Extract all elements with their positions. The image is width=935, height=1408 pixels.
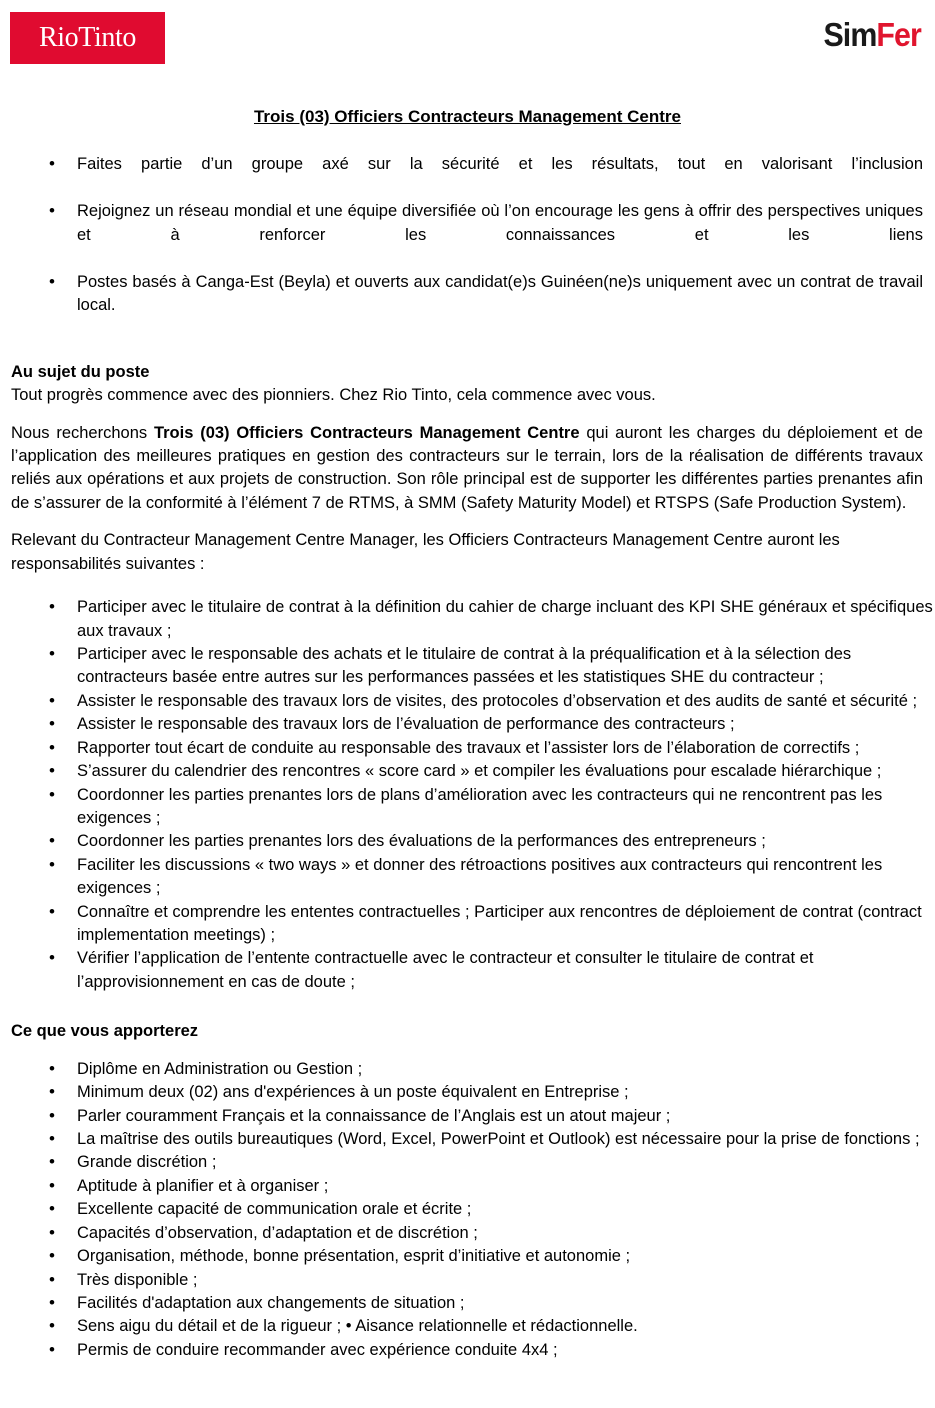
rio-tinto-logo-text: RioTinto xyxy=(39,22,136,53)
about-paragraph-role: Trois (03) Officiers Contracteurs Management Centre xyxy=(153,423,580,442)
list-item: • Faciliter les discussions « two ways » et donner des rétroactions positives aux contracteurs qui rencontrent les exigences ; xyxy=(0,854,935,901)
about-paragraph-lead: Nous recherchons xyxy=(11,423,154,442)
spacer xyxy=(0,1044,935,1058)
reporting-paragraph: Relevant du Contracteur Management Centre Manager, les Officiers Contracteurs Management Centre auront les responsabilités suivantes : xyxy=(11,531,840,573)
list-item: • Assister le responsable des travaux lors de visites, des protocoles d’observation et des audits de santé et sécurité ; xyxy=(0,690,935,713)
list-item: • Facilités d'adaptation aux changements de situation ; xyxy=(0,1292,935,1315)
list-item: • Rejoignez un réseau mondial et une équipe diversifiée où l’on encourage les gens à offrir des perspectives uniques et à renforcer les connaissances et les liens xyxy=(0,200,935,270)
spacer xyxy=(0,576,935,596)
list-item: • Rapporter tout écart de conduite au responsable des travaux et l’assister lors de l’élaboration de correctifs ; xyxy=(0,737,935,760)
qualifications-list xyxy=(0,1058,935,1362)
spacer xyxy=(11,515,923,529)
list-item: • Diplôme en Administration ou Gestion ; xyxy=(0,1058,935,1081)
list-item: • La maîtrise des outils bureautiques (Word, Excel, PowerPoint et Outlook) est nécessaire pour la prise de fonctions ; xyxy=(0,1128,935,1151)
about-heading: Au sujet du poste xyxy=(11,362,150,381)
qualifications-heading: Ce que vous apporterez xyxy=(11,1022,199,1041)
list-item: • Parler couramment Français et la connaissance de l’Anglais est un atout majeur ; xyxy=(0,1105,935,1128)
list-item: • Minimum deux (02) ans d'expériences à un poste équivalent en Entreprise ; xyxy=(0,1081,935,1104)
list-item: • Aptitude à planifier et à organiser ; xyxy=(0,1175,935,1198)
spacer xyxy=(0,341,935,361)
list-item: • Participer avec le responsable des achats et le titulaire de contrat à la préqualification et à la sélection des contracteurs basée entre autres sur les performances passées et les statistiques SHE du contracteur ; xyxy=(0,643,935,690)
list-item: • Vérifier l’application de l’entente contractuelle avec le contracteur et consulter le titulaire de contrat et l’approvisionnement en cas de doute ; xyxy=(0,947,935,994)
list-item: • Faites partie d’un groupe axé sur la sécurité et les résultats, tout en valorisant l’inclusion xyxy=(0,153,935,200)
list-item: • S’assurer du calendrier des rencontres « score card » et compiler les évaluations pour escalade hiérarchique ; xyxy=(0,760,935,783)
rio-tinto-logo xyxy=(10,12,165,64)
simfer-logo-text-fer: Fer xyxy=(876,16,921,53)
list-item: • Postes basés à Canga-Est (Beyla) et ouverts aux candidat(e)s Guinéen(ne)s uniquement avec un contrat de travail local. xyxy=(0,271,935,341)
list-item: • Sens aigu du détail et de la rigueur ; • Aisance relationnelle et rédactionnelle. xyxy=(0,1315,935,1338)
list-item: • Coordonner les parties prenantes lors des évaluations de la performances des entrepreneurs ; xyxy=(0,830,935,853)
intro-bullet-list xyxy=(0,153,935,340)
spacer xyxy=(0,994,935,1020)
list-item: • Coordonner les parties prenantes lors de plans d’amélioration avec les contracteurs qui ne rencontrent pas les exigences ; xyxy=(0,784,935,831)
list-item: • Capacités d’observation, d’adaptation et de discrétion ; xyxy=(0,1222,935,1245)
list-item: • Grande discrétion ; xyxy=(0,1151,935,1174)
list-item: • Assister le responsable des travaux lors de l’évaluation de performance des contracteurs ; xyxy=(0,713,935,736)
list-item: • Participer avec le titulaire de contrat à la définition du cahier de charge incluant des KPI SHE généraux et spécifiques aux travaux ; xyxy=(0,596,935,643)
spacer xyxy=(11,408,923,422)
responsibilities-list xyxy=(0,596,935,994)
spacer xyxy=(0,127,935,153)
document-header xyxy=(0,0,935,80)
list-item: • Excellente capacité de communication orale et écrite ; xyxy=(0,1198,935,1221)
list-item: • Organisation, méthode, bonne présentation, esprit d’initiative et autonomie ; xyxy=(0,1245,935,1268)
list-item: • Connaître et comprendre les ententes contractuelles ; Participer aux rencontres de déploiement de contrat (contract implementation meetings) ; xyxy=(0,901,935,948)
list-item: • Permis de conduire recommander avec expérience conduite 4x4 ; xyxy=(0,1339,935,1362)
qualifications-section xyxy=(0,1020,935,1043)
about-tagline: Tout progrès commence avec des pionniers. Chez Rio Tinto, cela commence avec vous. xyxy=(11,386,656,405)
list-item: • Très disponible ; xyxy=(0,1269,935,1292)
about-paragraph xyxy=(11,422,923,516)
simfer-logo xyxy=(824,18,921,51)
simfer-logo-text-sim: Sim xyxy=(823,16,877,53)
about-paragraph-rest: qui auront les charges du déploiement et de l’application des meilleures pratiques en gestion des contracteurs sur le terrain, lors de la réalisation de différents travaux reliés aux opérations et aux projets de construction. Son rôle principal est de supporter les différentes parties prenantes afin de s’assurer de la conformité à l’élément 7 de RTMS, à SMM (Safety Maturity Model) et RTSPS (Safe Production System). xyxy=(11,423,923,512)
about-section xyxy=(0,361,935,576)
page-title: Trois (03) Officiers Contracteurs Management Centre xyxy=(253,107,681,126)
